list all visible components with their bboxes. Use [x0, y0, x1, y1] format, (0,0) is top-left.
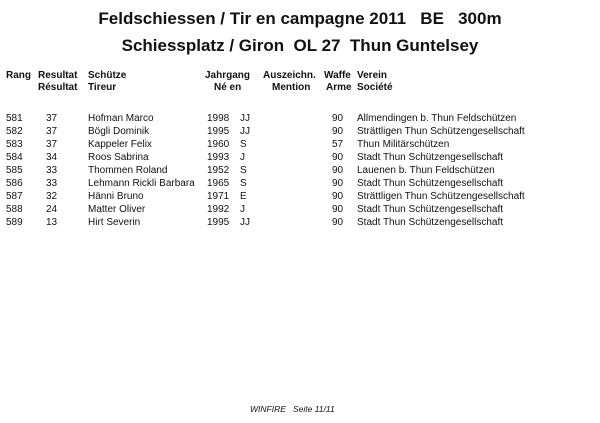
table-row [0, 152, 600, 165]
cell-jahrgang: 1952 [207, 165, 230, 176]
page-footer: WINFIRE Seite 11/11 [250, 404, 335, 414]
table-row [0, 204, 600, 217]
cell-kategorie: S [240, 165, 247, 176]
cell-rang: 589 [6, 217, 23, 228]
cell-name: Kappeler Felix [88, 139, 152, 150]
cell-waffe: 90 [332, 191, 344, 202]
cell-verein: Strättligen Thun Schützengesellschaft [357, 191, 525, 202]
cell-jahrgang: 1995 [207, 217, 230, 228]
cell-name: Thommen Roland [88, 165, 168, 176]
cell-rang: 587 [6, 191, 23, 202]
cell-waffe: 90 [332, 178, 344, 189]
cell-name: Lehmann Rickli Barbara [88, 178, 195, 189]
cell-jahrgang: 1995 [207, 126, 230, 137]
cell-waffe: 90 [332, 165, 344, 176]
cell-rang: 588 [6, 204, 23, 215]
cell-rang: 582 [6, 126, 23, 137]
cell-waffe: 90 [332, 126, 344, 137]
page-title: Feldschiessen / Tir en campagne 2011 BE 300m [98, 9, 502, 28]
cell-kategorie: JJ [240, 126, 250, 137]
header-waffe: Waffe [324, 70, 351, 81]
cell-waffe: 90 [332, 204, 344, 215]
cell-resultat: 33 [46, 165, 58, 176]
cell-jahrgang: 1992 [207, 204, 230, 215]
cell-verein: Stadt Thun Schützengesellschaft [357, 152, 504, 163]
cell-resultat: 34 [46, 152, 58, 163]
table-row [0, 113, 600, 126]
cell-kategorie: S [240, 178, 247, 189]
cell-kategorie: J [240, 204, 245, 215]
table-row [0, 126, 600, 139]
cell-kategorie: J [240, 152, 245, 163]
page-subtitle: Schiessplatz / Giron OL 27 Thun Guntelsey [121, 36, 479, 55]
cell-rang: 584 [6, 152, 23, 163]
cell-resultat: 24 [46, 204, 58, 215]
cell-waffe: 90 [332, 217, 344, 228]
header-rang: Rang [6, 70, 31, 81]
cell-jahrgang: 1971 [207, 191, 230, 202]
cell-jahrgang: 1993 [207, 152, 230, 163]
cell-name: Hirt Severin [88, 217, 141, 228]
cell-resultat: 37 [46, 113, 58, 124]
header-jahrgang: Jahrgang [205, 70, 251, 81]
cell-kategorie: E [240, 191, 247, 202]
cell-verein: Stadt Thun Schützengesellschaft [357, 204, 504, 215]
header-auszeichnung: Auszeichn. [263, 70, 316, 81]
header-resultat: Resultat [38, 70, 78, 81]
cell-name: Hofman Marco [88, 113, 154, 124]
cell-kategorie: S [240, 139, 247, 150]
cell-resultat: 32 [46, 191, 58, 202]
cell-waffe: 57 [332, 139, 344, 150]
cell-resultat: 13 [46, 217, 58, 228]
cell-verein: Stadt Thun Schützengesellschaft [357, 217, 504, 228]
cell-rang: 581 [6, 113, 23, 124]
cell-jahrgang: 1965 [207, 178, 230, 189]
header-ne-en: Né en [214, 82, 242, 93]
cell-verein: Allmendingen b. Thun Feldschützen [357, 113, 517, 124]
cell-waffe: 90 [332, 113, 344, 124]
header-tireur: Tireur [88, 82, 117, 93]
table-row [0, 178, 600, 191]
cell-name: Hänni Bruno [88, 191, 144, 202]
cell-verein: Thun Militärschützen [357, 139, 450, 150]
header-mention: Mention [272, 82, 311, 93]
cell-resultat: 33 [46, 178, 58, 189]
cell-jahrgang: 1998 [207, 113, 230, 124]
cell-rang: 585 [6, 165, 23, 176]
header-resultat-fr: Résultat [38, 82, 78, 93]
cell-name: Matter Oliver [88, 204, 146, 215]
cell-resultat: 37 [46, 139, 58, 150]
header-societe: Société [357, 82, 393, 93]
cell-kategorie: JJ [240, 113, 250, 124]
cell-rang: 586 [6, 178, 23, 189]
cell-resultat: 37 [46, 126, 58, 137]
cell-waffe: 90 [332, 152, 344, 163]
table-row [0, 217, 600, 230]
cell-kategorie: JJ [240, 217, 250, 228]
cell-name: Roos Sabrina [88, 152, 149, 163]
cell-verein: Strättligen Thun Schützengesellschaft [357, 126, 525, 137]
cell-verein: Stadt Thun Schützengesellschaft [357, 178, 504, 189]
cell-name: Bögli Dominik [88, 126, 150, 137]
header-schuetze: Schütze [88, 70, 127, 81]
table-row [0, 191, 600, 204]
cell-jahrgang: 1960 [207, 139, 230, 150]
table-row [0, 165, 600, 178]
header-verein: Verein [357, 70, 388, 81]
header-arme: Arme [326, 82, 352, 93]
cell-verein: Lauenen b. Thun Feldschützen [357, 165, 495, 176]
table-row [0, 139, 600, 152]
cell-rang: 583 [6, 139, 23, 150]
